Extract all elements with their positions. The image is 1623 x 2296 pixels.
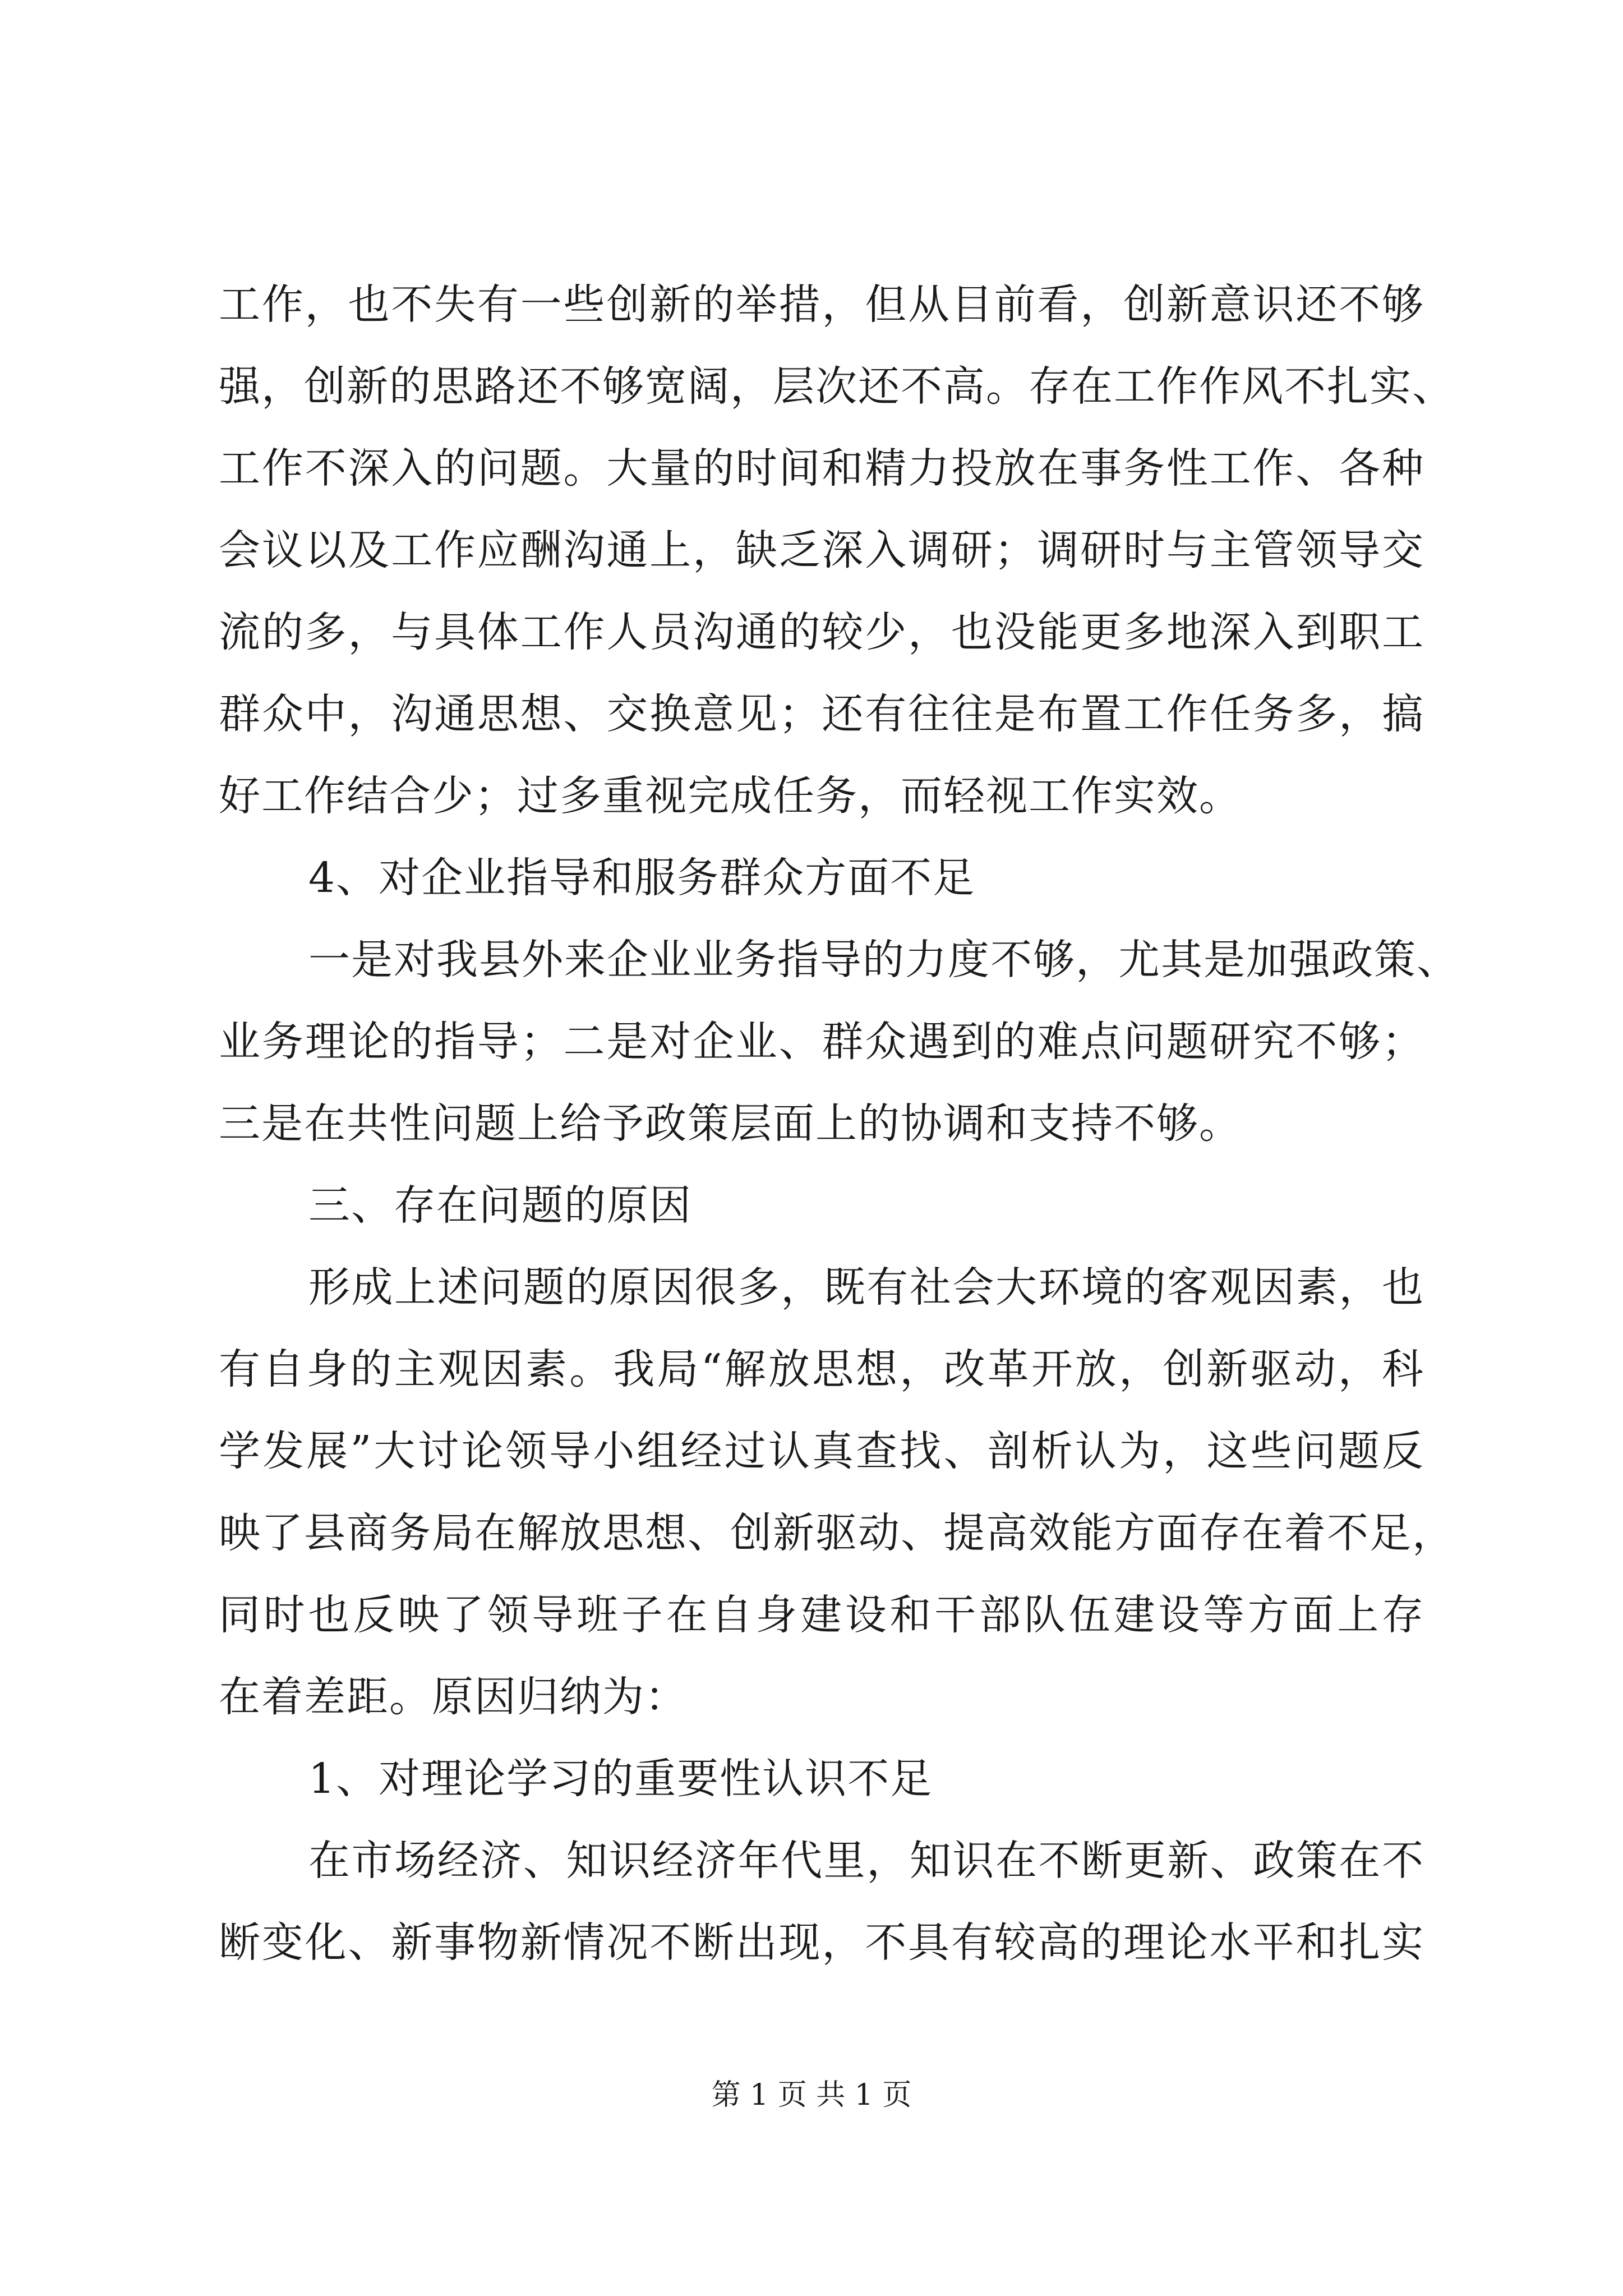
- text-line: 一是对我县外来企业业务指导的力度不够，尤其是加强政策、: [308, 936, 1459, 984]
- text-line: 流的多，与具体工作人员沟通的较少，也没能更多地深入到职工: [219, 608, 1424, 656]
- text-line: 群众中，沟通思想、交换意见；还有往往是布置工作任务多，搞: [219, 690, 1424, 738]
- text-line: 有自身的主观因素。我局“解放思想，改革开放，创新驱动，科: [219, 1345, 1424, 1393]
- page-footer: 第 1 页 共 1 页: [711, 2078, 912, 2112]
- section-heading: 三、存在问题的原因: [308, 1181, 692, 1230]
- text-line: 三是在共性问题上给予政策层面上的协调和支持不够。: [219, 1099, 1242, 1148]
- section-heading: 4、对企业指导和服务群众方面不足: [308, 854, 976, 902]
- text-line: 学发展”大讨论领导小组经过认真查找、剖析认为，这些问题反: [219, 1427, 1424, 1475]
- section-heading: 1、对理论学习的重要性认识不足: [308, 1755, 933, 1803]
- text-line: 会议以及工作应酬沟通上，缺乏深入调研；调研时与主管领导交: [219, 526, 1424, 574]
- document-body: [219, 264, 1459, 1984]
- text-line: 断变化、新事物新情况不断出现，不具有较高的理论水平和扎实: [219, 1918, 1424, 1967]
- text-line: 业务理论的指导；二是对企业、群众遇到的难点问题研究不够；: [219, 1018, 1424, 1066]
- text-line: 工作，也不失有一些创新的举措，但从目前看，创新意识还不够: [219, 280, 1424, 329]
- text-line: 在市场经济、知识经济年代里，知识在不断更新、政策在不: [308, 1837, 1424, 1885]
- text-line: 映了县商务局在解放思想、创新驱动、提高效能方面存在着不足，: [219, 1509, 1455, 1557]
- text-line: 在着差距。原因归纳为：: [219, 1673, 688, 1721]
- text-line: 强，创新的思路还不够宽阔，层次还不高。存在工作作风不扎实、: [219, 362, 1455, 411]
- text-line: 同时也反映了领导班子在自身建设和干部队伍建设等方面上存: [219, 1591, 1424, 1639]
- text-line: 形成上述问题的原因很多，既有社会大环境的客观因素，也: [308, 1263, 1424, 1312]
- text-line: 好工作结合少；过多重视完成任务，而轻视工作实效。: [219, 772, 1242, 820]
- text-line: 工作不深入的问题。大量的时间和精力投放在事务性工作、各种: [219, 444, 1424, 493]
